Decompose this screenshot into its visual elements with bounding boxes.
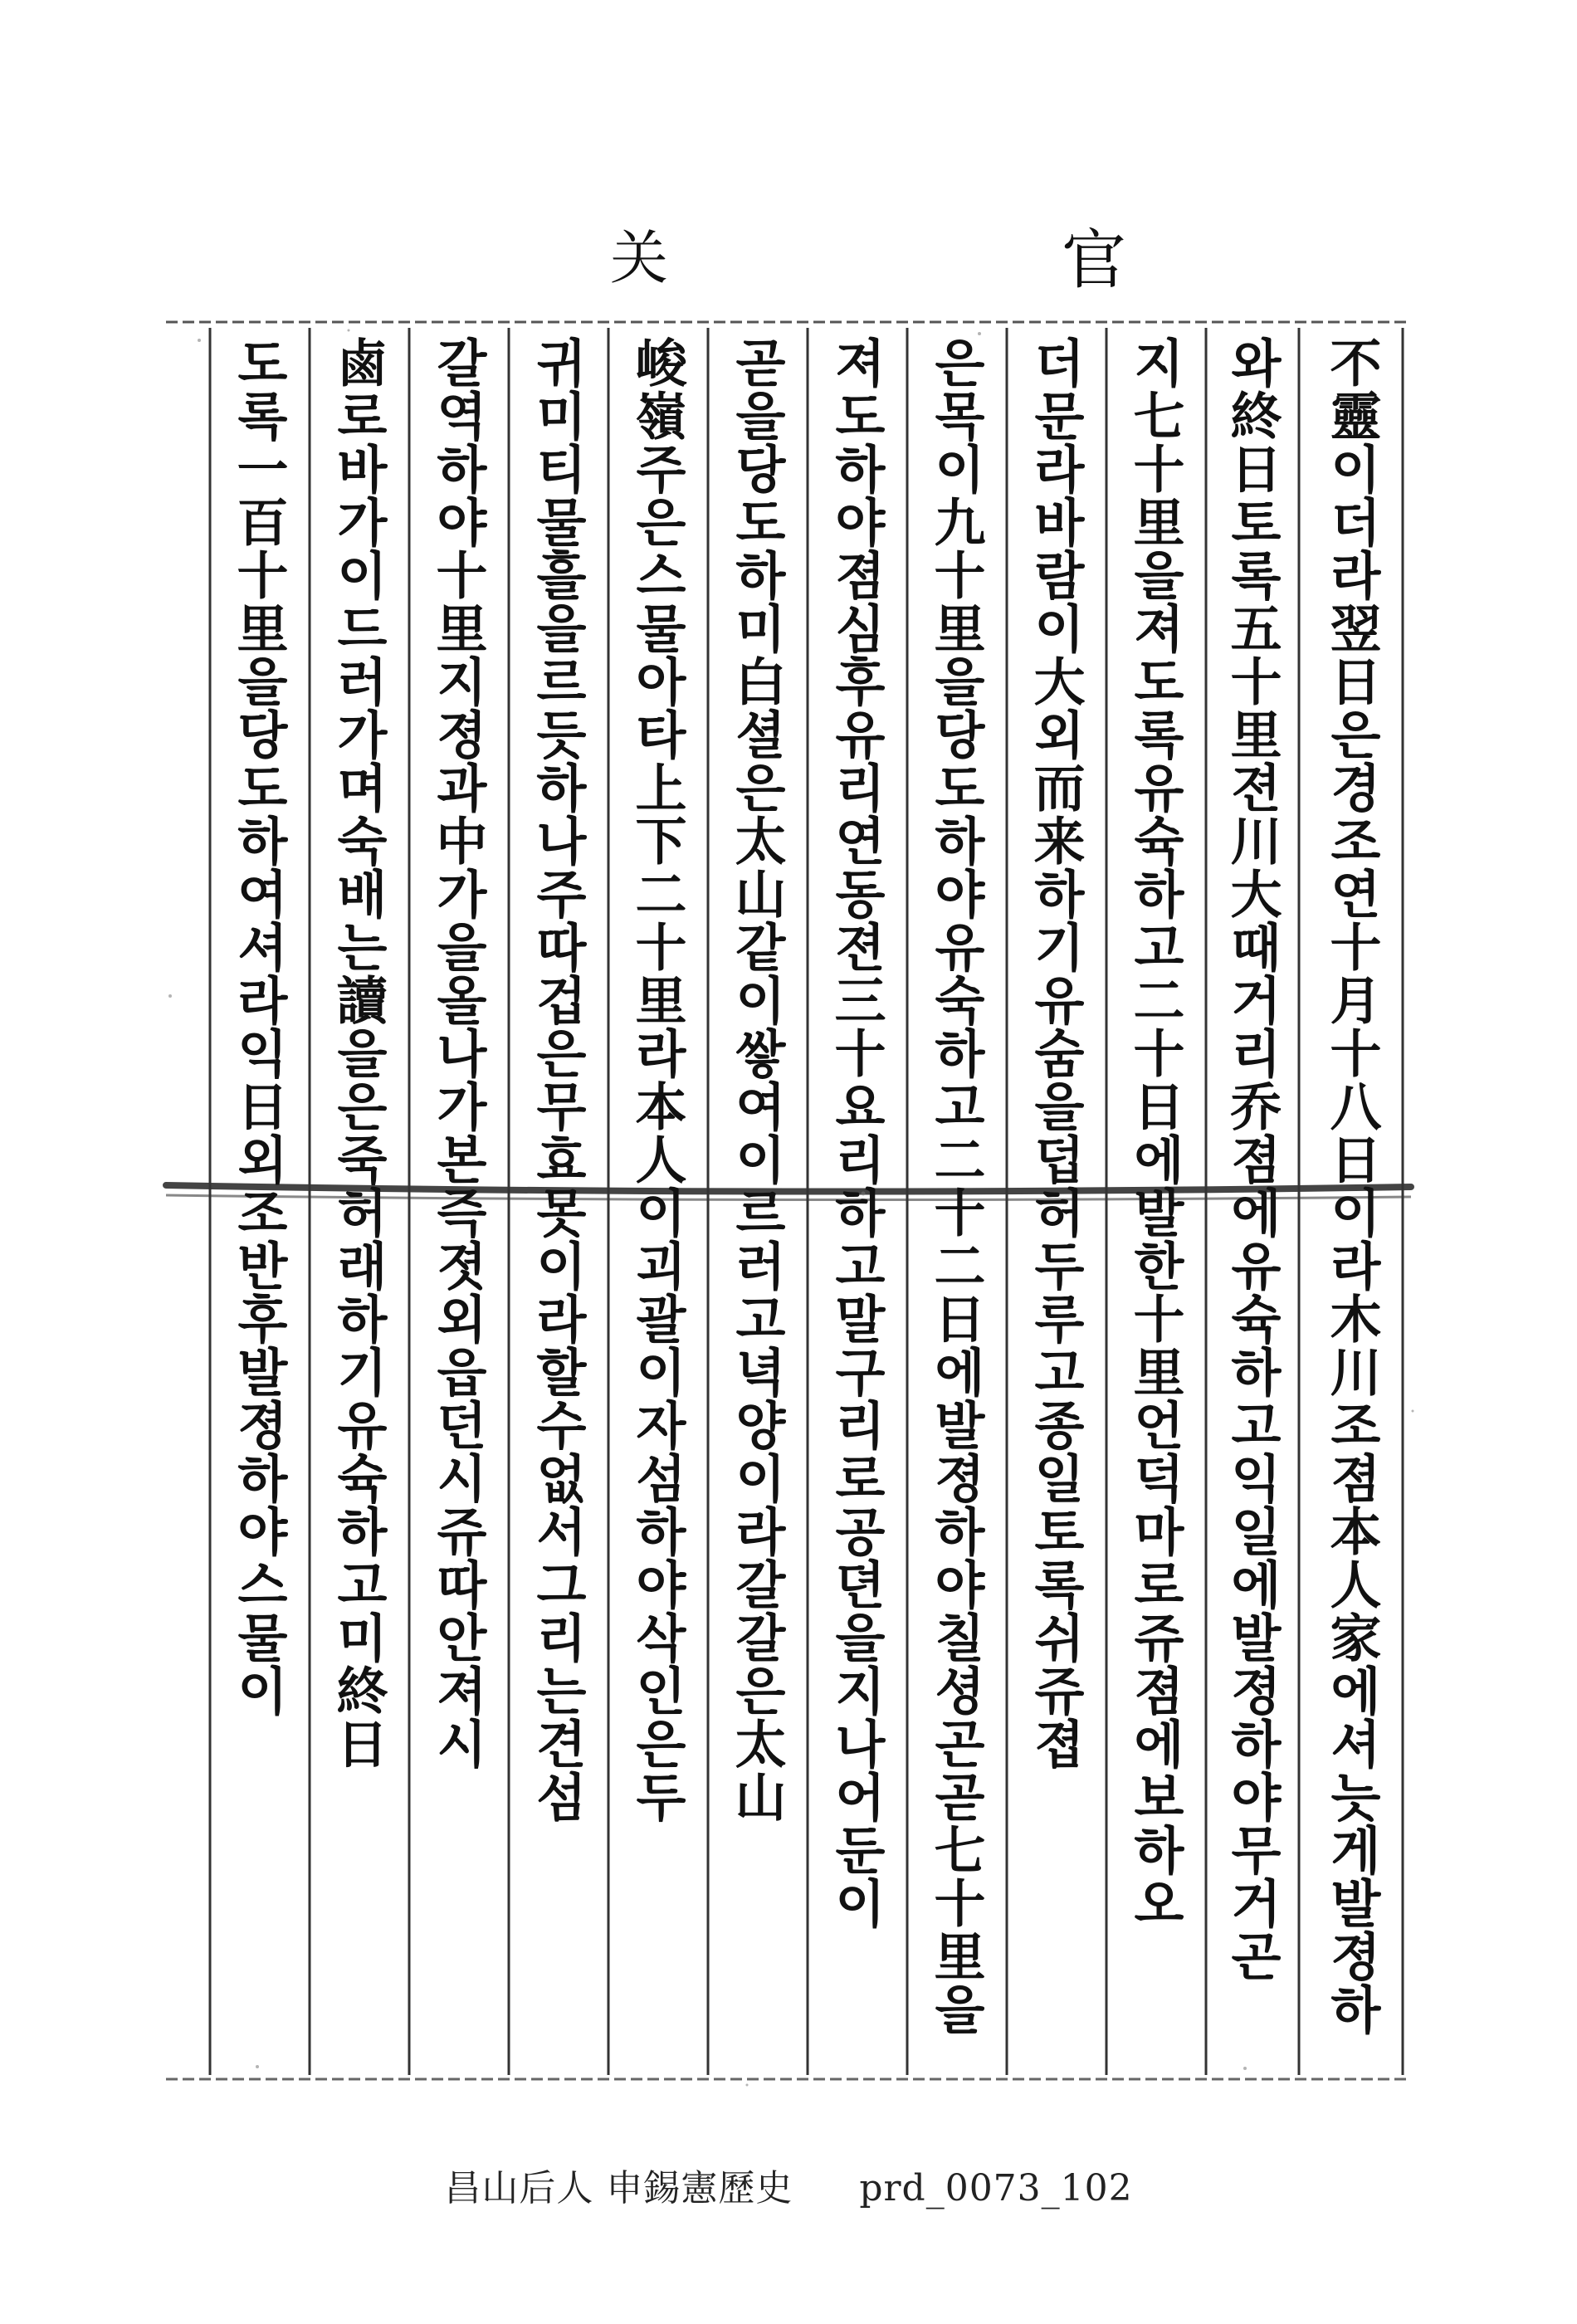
column-12: 도록一百十里을당도하여셔라익日외조반후발졍하야스물이 [228,336,289,1717]
caption-title: 昌山后人 申錫憲歷史 [444,2167,793,2209]
column-4: 더문라바람이大외而来하기유숨을덥허두루고종일토록쉬쥬졉 [1025,336,1086,1770]
top-mark-left: 关 [610,224,668,292]
top-mark-right: 官 [1061,223,1127,298]
column-5: 은목이九十里을당도하야유숙하고二十二日에발졍하야칠셩곤곧七十里을 [925,336,986,2036]
caption-code: prd_0073_102 [859,2167,1133,2209]
column-1: 不靈이더라翌日은경조연十月十八日이라木川조졈本人家에셔늣게발졍하 [1321,336,1382,2036]
column-6: 져도하야졈심후유리연동젼三十요리하고말구리로공뎐을지나어둔이 [826,336,886,1930]
column-11: 鹵로바가이드러가며숙배는讀을은죽허래하기유슉하고미終日 [328,336,388,1770]
column-8: 峻嶺주은스물아타上下二十里라本人이괴괄이자섬하야삭인은두 [627,336,687,1824]
column-10: 갈역하야十里지졍과中가을올나가본즉졋외읍던시쥬따안져시 [427,336,488,1770]
column-2: 와終日토록五十里젼川大때거리乔졈에유슉하고익일에발졍하야무거곤 [1222,336,1282,1983]
column-9: 귀미티물흘을르듯하나주따겁은무효못이라할수없서그리는견섬 [527,336,588,1824]
column-7: 곧을당도하미白셜은太山같이쌓여이르러고녁양이라갈갈은太山 [726,336,787,1824]
column-3: 지七十里을져도록유슉하고二十日에발한十里언덕마로쥬졈에보하오 [1125,336,1185,1930]
page-caption [0,2158,1577,2211]
